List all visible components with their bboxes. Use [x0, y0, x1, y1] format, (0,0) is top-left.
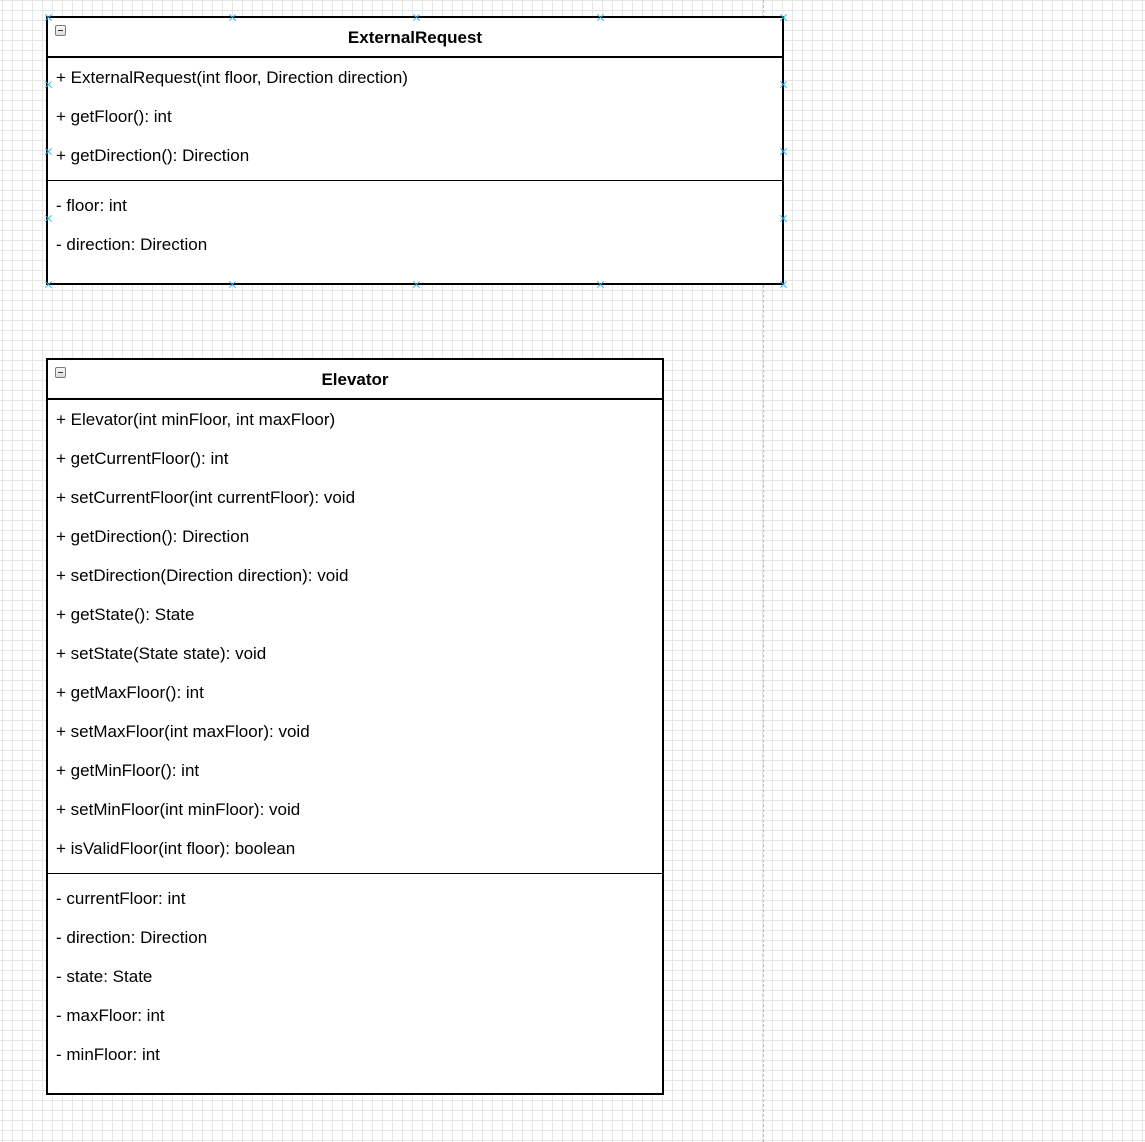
method-set-min-floor[interactable]: + setMinFloor(int minFloor): void: [56, 800, 301, 819]
selection-handle[interactable]: [596, 280, 605, 289]
selection-handle[interactable]: [779, 280, 788, 289]
fields-section[interactable]: [48, 181, 782, 265]
class-external-request[interactable]: [46, 16, 784, 285]
method-get-current-floor[interactable]: + getCurrentFloor(): int: [56, 449, 229, 468]
field-current-floor[interactable]: - currentFloor: int: [56, 889, 186, 908]
selection-handle[interactable]: [779, 214, 788, 223]
method-set-current-floor[interactable]: + setCurrentFloor(int currentFloor): void: [56, 488, 356, 507]
methods-section[interactable]: [48, 58, 782, 176]
field-min-floor[interactable]: - minFloor: int: [56, 1045, 160, 1064]
field-floor[interactable]: - floor: int: [56, 196, 127, 215]
selection-handle[interactable]: [44, 147, 53, 156]
method-get-min-floor[interactable]: + getMinFloor(): int: [56, 761, 200, 780]
field-max-floor[interactable]: - maxFloor: int: [56, 1006, 165, 1025]
class-title: ExternalRequest: [347, 28, 483, 47]
field-direction[interactable]: - direction: Direction: [56, 235, 208, 254]
selection-handle[interactable]: [228, 13, 237, 22]
class-elevator[interactable]: [46, 358, 664, 1095]
field-direction[interactable]: - direction: Direction: [56, 928, 208, 947]
method-set-state[interactable]: + setState(State state): void: [56, 644, 267, 663]
method-set-direction[interactable]: + setDirection(Direction direction): void: [56, 566, 349, 585]
field-state[interactable]: - state: State: [56, 967, 153, 986]
selection-handle[interactable]: [412, 13, 421, 22]
selection-handle[interactable]: [228, 280, 237, 289]
method-get-max-floor[interactable]: + getMaxFloor(): int: [56, 683, 204, 702]
selection-handle[interactable]: [779, 13, 788, 22]
selection-handle[interactable]: [44, 13, 53, 22]
method-set-max-floor[interactable]: + setMaxFloor(int maxFloor): void: [56, 722, 310, 741]
methods-section[interactable]: [48, 400, 662, 869]
selection-handle[interactable]: [412, 280, 421, 289]
selection-handle[interactable]: [44, 280, 53, 289]
selection-handle[interactable]: [779, 80, 788, 89]
method-constructor[interactable]: + ExternalRequest(int floor, Direction direction): [56, 68, 408, 87]
selection-handle[interactable]: [44, 80, 53, 89]
method-get-direction[interactable]: + getDirection(): Direction: [56, 146, 250, 165]
class-title: Elevator: [321, 370, 389, 389]
class-header[interactable]: [48, 360, 662, 400]
method-get-floor[interactable]: + getFloor(): int: [56, 107, 172, 126]
method-get-direction[interactable]: + getDirection(): Direction: [56, 527, 250, 546]
selection-handle[interactable]: [596, 13, 605, 22]
method-constructor[interactable]: + Elevator(int minFloor, int maxFloor): [56, 410, 336, 429]
selection-handle[interactable]: [779, 147, 788, 156]
class-header[interactable]: [48, 18, 782, 58]
method-is-valid-floor[interactable]: + isValidFloor(int floor): boolean: [56, 839, 296, 858]
selection-handle[interactable]: [44, 214, 53, 223]
method-get-state[interactable]: + getState(): State: [56, 605, 195, 624]
fields-section[interactable]: [48, 874, 662, 1075]
